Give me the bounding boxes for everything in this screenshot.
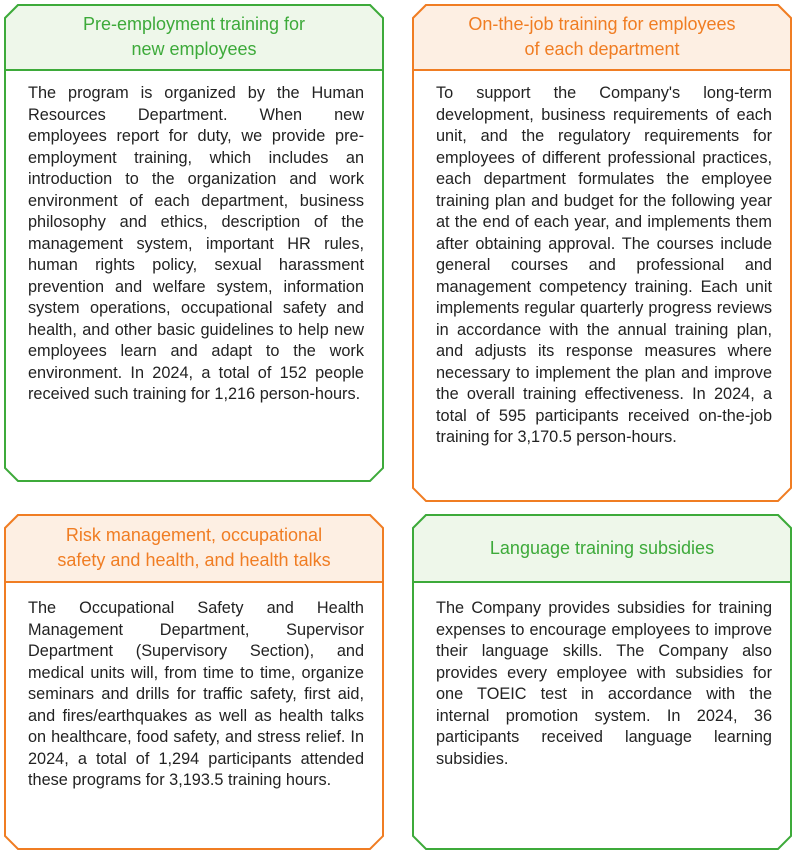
card-on-the-job-training xyxy=(412,4,792,502)
card-title xyxy=(4,4,384,70)
card-pre-employment-training xyxy=(4,4,384,482)
card-title-line: Language training subsidies xyxy=(489,537,715,558)
card-title-line: On-the-job training for employees xyxy=(468,14,736,34)
card-body: The Company provides subsidies for training expenses to encourage employees to improve their language skills. The Company also provides every employee with subsidies for one TOEIC test in accordance with the internal promotion system. In 2024, 36 participants received language learning subsidies. xyxy=(436,599,772,768)
card-body: To support the Company's long-term development, business requirements of each unit, and the regulatory requirements for employees of different professional practices, each department formulates the employee training plan and budget for the following year at the end of each year, and implements them after obtaining approval. The courses include general courses and professional and management competency training. Each unit implements regular quarterly progress reviews in accordance with the annual training plan, and adjusts its response measures where necessary to implement the plan and improve the overall training effectiveness. In 2024, a total of 595 participants received on-the-job training for 3,170.5 person-hours. xyxy=(436,84,772,446)
card-language-training-subsidies xyxy=(412,514,792,850)
card-title-line: new employees xyxy=(131,39,257,59)
card-title-line: of each department xyxy=(524,39,680,59)
card-title xyxy=(4,514,384,582)
card-title xyxy=(412,514,792,582)
card-body: The Occupational Safety and Health Management Department, Supervisor Department (Supervisory Section), and medical units will, from time to time, organize seminars and drills for traffic safety, first aid, and fires/earthquakes as well as health talks on healthcare, food safety, and stress relief. In 2024, a total of 1,294 participants attended these programs for 3,193.5 training hours. xyxy=(28,599,364,789)
card-risk-management-health-talks xyxy=(4,514,384,850)
card-body: The program is organized by the Human Resources Department. When new employees report for duty, we provide pre-employment training, which includes an introduction to the organization and work environment of each department, business philosophy and ethics, description of the management system, important HR rules, human rights policy, sexual harassment prevention and welfare system, information system operations, occupational safety and health, and other basic guidelines to help new employees learn and adapt to the work environment. In 2024, a total of 152 people received such training for 1,216 person-hours. xyxy=(28,84,364,403)
card-title-line: Risk management, occupational xyxy=(65,525,323,545)
card-title-line: Pre-employment training for xyxy=(82,14,306,34)
card-title xyxy=(412,4,792,70)
card-title-line: safety and health, and health talks xyxy=(57,550,331,570)
